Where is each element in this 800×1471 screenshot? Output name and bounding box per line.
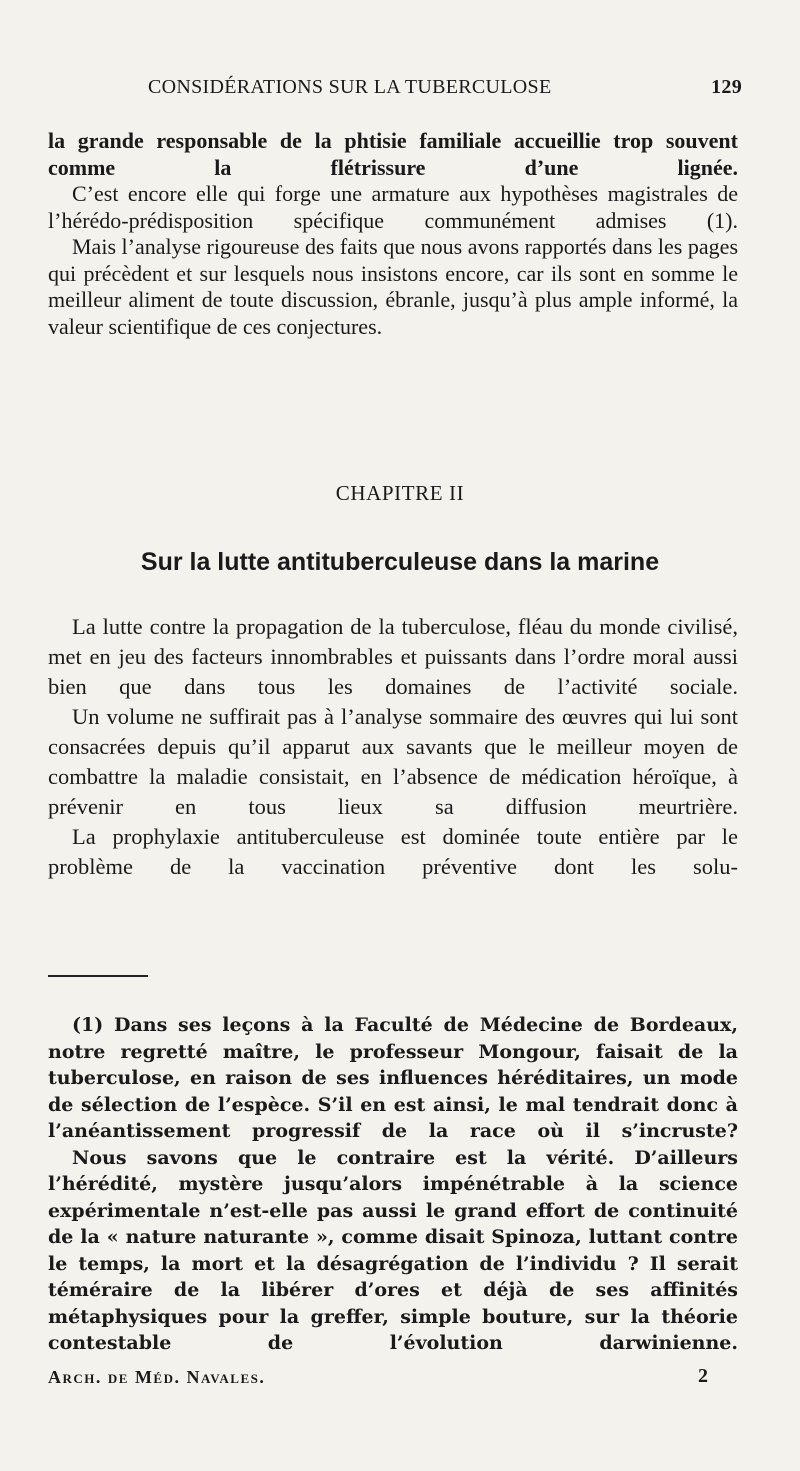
signature-mark: 2 xyxy=(698,1365,708,1387)
footnote-divider xyxy=(48,975,148,977)
paragraph: C’est encore elle qui forge une armature aux hypothèses magistrales de l’hérédo-prédisposition spécifique communément admises (1). xyxy=(48,181,738,233)
footnote: Nous savons que le contraire est la vérité. D’ailleurs l’hérédité, mystère jusqu’alors impénétrable à la science expérimentale n’est-elle pas aussi le grand effort de continuité de la « nature naturante », comme disait Spinoza, luttant contre le temps, la mort et la désagrégation de l’individu ? Il serait téméraire de la libérer d’ores et déjà de ses affinités métaphysiques pour la greffer, simple bouture, sur la théorie contestable de l’évolution darwinienne. xyxy=(48,1146,738,1354)
chapter-body xyxy=(48,612,738,882)
page-number: 129 xyxy=(711,76,742,98)
paragraph: La lutte contre la propagation de la tuberculose, fléau du monde civilisé, met en jeu des facteurs innombrables et puissants dans l’ordre moral aussi bien que dans tous les domaines de l’activité sociale. xyxy=(48,614,738,699)
footnotes xyxy=(48,1012,738,1357)
footnote: (1) Dans ses leçons à la Faculté de Médecine de Bordeaux, notre regretté maître, le professeur Mongour, faisait de la tuberculose, en raison de ses influences héréditaires, un mode de sélection de l’espèce. S’il en est ainsi, le mal tendrait donc à l’anéantissement progressif de la race où il s’incruste? xyxy=(48,1014,738,1142)
paragraph: Un volume ne suffirait pas à l’analyse sommaire des œuvres qui lui sont consacrées depuis qu’il apparut aux savants que le meilleur moyen de combattre la maladie consistait, en l’absence de médication héroïque, à prévenir en tous lieux sa diffusion meurtrière. xyxy=(48,704,738,819)
paragraph: La prophylaxie antituberculeuse est dominée toute entière par le problème de la vaccination préventive dont les solu- xyxy=(48,824,738,879)
paragraph-continued: la grande responsable de la phtisie familiale accueillie trop souvent comme la flétrissure d’une lignée. xyxy=(48,128,738,180)
running-title: CONSIDÉRATIONS SUR LA TUBERCULOSE xyxy=(148,76,552,98)
chapter-title: Sur la lutte antituberculeuse dans la marine xyxy=(140,548,660,576)
paragraph: Mais l’analyse rigoureuse des faits que nous avons rapportés dans les pages qui précèdent et sur lesquels nous insistons encore, car ils sont en somme le meilleur aliment de toute discussion, ébranle, jusqu’à plus ample informé, la valeur scientifique de ces conjectures. xyxy=(48,234,738,339)
chapter-label: CHAPITRE II xyxy=(335,481,465,505)
continued-section xyxy=(48,128,738,340)
journal-footer: Arch. de Méd. Navales. xyxy=(48,1367,266,1387)
